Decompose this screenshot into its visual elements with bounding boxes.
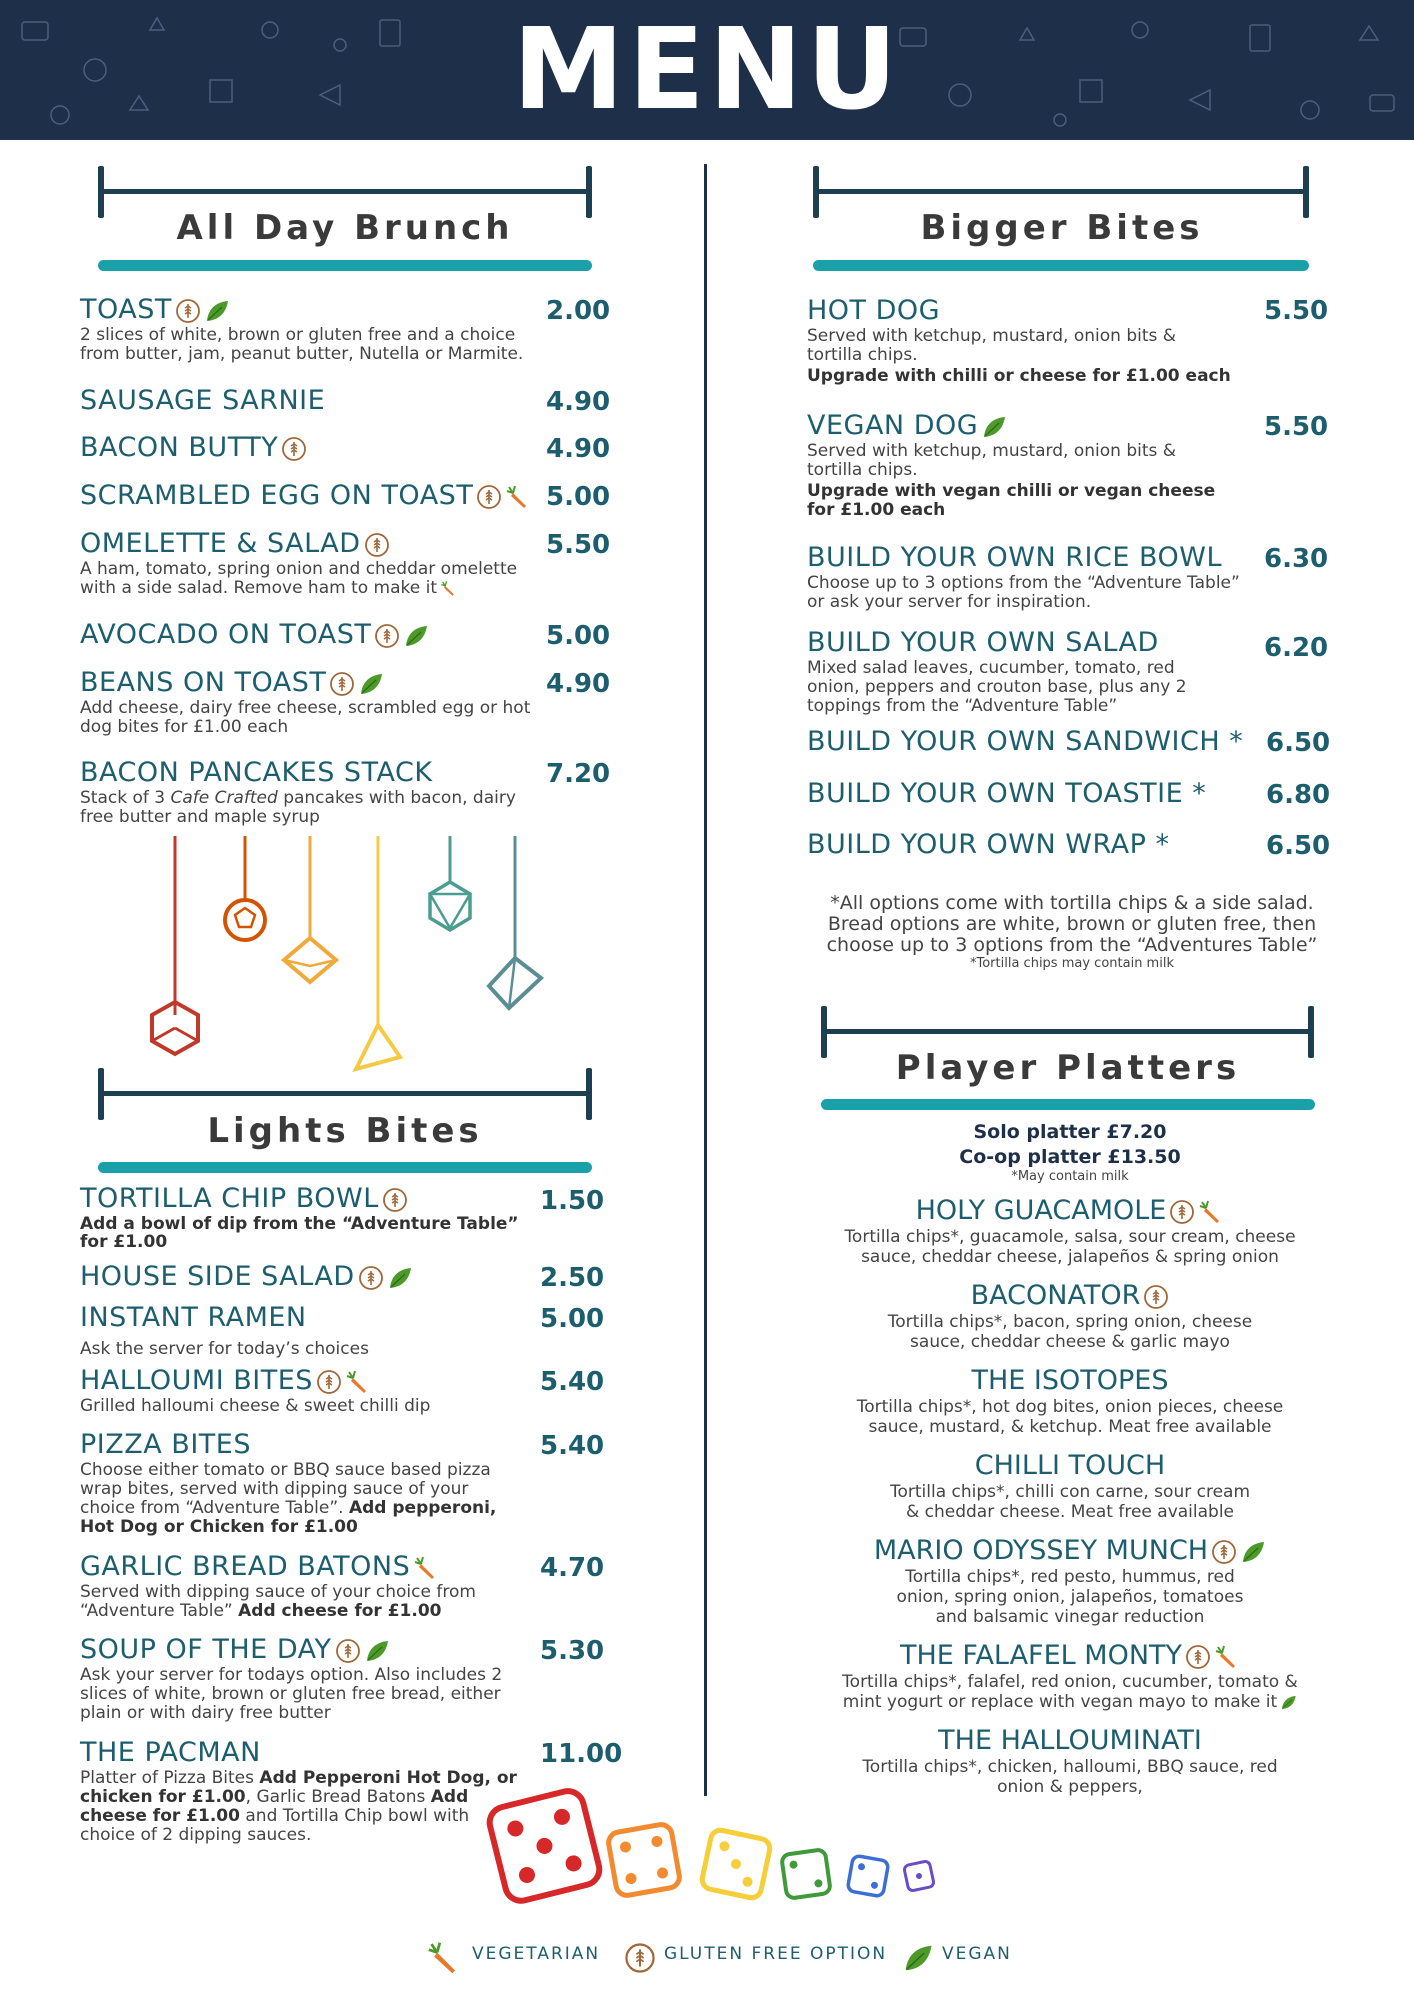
vegan-leaf-icon xyxy=(364,1638,390,1664)
menu-item-rice-bowl: BUILD YOUR OWN RICE BOWL Choose up to 3 options from the “Adventure Table” or ask your server for inspiration. xyxy=(807,542,1240,612)
gluten-free-icon xyxy=(1211,1539,1237,1565)
platter-holy-guacamole: HOLY GUACAMOLE Tortilla chips*, guacamole, salsa, sour cream, cheese sauce, cheddar cheese, jalapeños & spring onion xyxy=(844,1195,1296,1267)
tortilla-milk-note: *Tortilla chips may contain milk xyxy=(970,956,1174,971)
price: 7.20 xyxy=(546,759,611,789)
gluten-free-icon xyxy=(175,298,201,324)
gluten-free-icon xyxy=(358,1265,384,1291)
price: 6.50 xyxy=(1266,728,1331,758)
menu-item-halloumi-bites: HALLOUMI BITES Grilled halloumi cheese & sweet chilli dip xyxy=(80,1365,431,1416)
price: 6.80 xyxy=(1266,780,1331,810)
vegan-leaf-icon xyxy=(204,298,230,324)
vegetarian-carrot-icon xyxy=(413,1555,439,1581)
platter-milk-note: *May contain milk xyxy=(1011,1169,1129,1184)
gluten-free-icon xyxy=(329,671,355,697)
price: 5.40 xyxy=(540,1431,605,1461)
gluten-free-icon xyxy=(476,484,502,510)
menu-item-instant-ramen: INSTANT RAMEN Ask the server for today’s choices xyxy=(80,1302,369,1359)
vegan-leaf-icon xyxy=(358,671,384,697)
platter-chilli-touch: CHILLI TOUCH Tortilla chips*, chilli con carne, sour cream & cheddar cheese. Meat free available xyxy=(890,1450,1251,1522)
platter-the-falafel-monty: THE FALAFEL MONTY Tortilla chips*, falafel, red onion, cucumber, tomato & mint yogurt or replace with vegan mayo to make it xyxy=(842,1640,1298,1712)
price: 6.20 xyxy=(1264,633,1329,663)
menu-item-house-side-salad: HOUSE SIDE SALAD xyxy=(80,1261,540,1293)
legend-vegetarian: VEGETARIAN xyxy=(472,1944,601,1964)
platter-mario-odyssey-munch: MARIO ODYSSEY MUNCH Tortilla chips*, red pesto, hummus, red onion, spring onion, jalapeños, tomatoes and balsamic vinegar reduction xyxy=(830,1535,1310,1627)
hanging-dice-decoration xyxy=(130,830,570,1090)
price: 5.40 xyxy=(540,1367,605,1397)
gluten-free-icon xyxy=(624,1942,656,1974)
price: 4.90 xyxy=(546,387,611,417)
price: 2.50 xyxy=(540,1263,605,1293)
price: 6.30 xyxy=(1264,544,1329,574)
gluten-free-icon xyxy=(1169,1199,1195,1225)
menu-item-build-salad: BUILD YOUR OWN SALAD Mixed salad leaves, cucumber, tomato, red onion, peppers and crouton base, plus any 2 toppings from the “Adventure Table” xyxy=(807,627,1187,716)
price: 5.50 xyxy=(1264,412,1329,442)
menu-item-vegan-dog: VEGAN DOG Served with ketchup, mustard, onion bits & tortilla chips. Upgrade with vegan chilli or vegan cheese for £1.00 each xyxy=(807,410,1216,520)
menu-item-omelette: OMELETTE & SALAD A ham, tomato, spring onion and cheddar omelette with a side salad. Remove ham to make it xyxy=(80,528,518,598)
gluten-free-icon xyxy=(374,623,400,649)
price: 4.90 xyxy=(546,434,611,464)
menu-item-sausage-sarnie: SAUSAGE SARNIE xyxy=(80,385,326,416)
price: 5.50 xyxy=(546,530,611,560)
gluten-free-icon xyxy=(382,1187,408,1213)
vegetarian-carrot-icon xyxy=(1214,1644,1240,1670)
menu-item-beans-on-toast: BEANS ON TOAST Add cheese, dairy free cheese, scrambled egg or hot dog bites for £1.00 each xyxy=(80,667,531,737)
vegan-leaf-icon xyxy=(1240,1539,1266,1565)
player-platters-title: Player Platters xyxy=(895,1048,1241,1088)
light-bites-title: Lights Bites xyxy=(207,1111,483,1151)
price: 5.00 xyxy=(546,621,611,651)
platter-the-isotopes: THE ISOTOPES Tortilla chips*, hot dog bites, onion pieces, cheese sauce, mustard, & ketchup. Meat free available xyxy=(856,1365,1284,1437)
menu-item-the-pacman: THE PACMAN Platter of Pizza Bites Add Pepperoni Hot Dog, or chicken for £1.00, Garlic Bread Batons Add cheese for £1.00 and Tortilla Chip bowl with choice of 2 dipping sauces. xyxy=(80,1737,517,1845)
bigger-bites-note: *All options come with tortilla chips & a side salad. Bread options are white, brown or gluten free, then choose up to 3 options from the “Adventures Table” xyxy=(826,892,1318,956)
vegetarian-carrot-icon xyxy=(1198,1199,1224,1225)
coop-platter-price: Co-op platter £13.50 xyxy=(959,1146,1181,1168)
gluten-free-icon xyxy=(335,1638,361,1664)
vegetarian-carrot-icon xyxy=(345,1369,371,1395)
menu-item-garlic-bread-batons: GARLIC BREAD BATONS Served with dipping sauce of your choice from “Adventure Table” Add cheese for £1.00 xyxy=(80,1551,476,1621)
menu-item-hot-dog: HOT DOG Served with ketchup, mustard, onion bits & tortilla chips. Upgrade with chilli or cheese for £1.00 each xyxy=(807,295,1231,386)
gluten-free-icon xyxy=(1185,1644,1211,1670)
gluten-free-icon xyxy=(281,436,307,462)
solo-platter-price: Solo platter £7.20 xyxy=(973,1121,1167,1143)
gluten-free-icon xyxy=(1143,1284,1169,1310)
platter-baconator: BACONATOR Tortilla chips*, bacon, spring onion, cheese sauce, cheddar cheese & garlic mayo xyxy=(887,1280,1253,1352)
price: 11.00 xyxy=(540,1739,623,1769)
menu-item-tortilla-chip-bowl: TORTILLA CHIP BOWL Add a bowl of dip from the “Adventure Table” for £1.00 xyxy=(80,1183,519,1252)
menu-item-toast: TOAST 2 slices of white, brown or gluten free and a choice from butter, jam, peanut butter, Nutella or Marmite. xyxy=(80,294,524,364)
vegan-leaf-icon xyxy=(387,1265,413,1291)
price: 4.70 xyxy=(540,1553,605,1583)
vegan-leaf-icon xyxy=(981,414,1007,440)
vegetarian-carrot-icon xyxy=(440,580,457,597)
menu-banner xyxy=(0,0,1414,140)
menu-item-build-toastie: BUILD YOUR OWN TOASTIE * xyxy=(807,778,1207,809)
brunch-title: All Day Brunch xyxy=(176,208,514,248)
price: 5.30 xyxy=(540,1636,605,1666)
price: 4.90 xyxy=(546,669,611,699)
menu-item-bacon-pancakes: BACON PANCAKES STACK Stack of 3 Cafe Crafted pancakes with bacon, dairy free butter and maple syrup xyxy=(80,757,516,827)
menu-title: MENU xyxy=(512,5,902,135)
bigger-bites-title: Bigger Bites xyxy=(920,208,1204,248)
vegetarian-carrot-icon xyxy=(426,1940,462,1976)
legend-gluten-free: GLUTEN FREE OPTION xyxy=(664,1944,888,1964)
menu-item-build-sandwich: BUILD YOUR OWN SANDWICH * xyxy=(807,726,1244,757)
price: 5.00 xyxy=(540,1304,605,1334)
vegan-leaf-icon xyxy=(1280,1694,1297,1711)
menu-item-scrambled-egg: SCRAMBLED EGG ON TOAST xyxy=(80,480,540,512)
platter-the-halloumination: THE HALLOUMINATI Tortilla chips*, chicken, halloumi, BBQ sauce, red onion & peppers, xyxy=(862,1725,1278,1797)
column-divider xyxy=(704,164,707,1796)
vegan-leaf-icon xyxy=(403,623,429,649)
menu-item-pizza-bites: PIZZA BITES Choose either tomato or BBQ sauce based pizza wrap bites, served with dipping sauce of your choice from “Adventure Table”. Add pepperoni, Hot Dog or Chicken for £1.00 xyxy=(80,1429,497,1537)
menu-item-avocado: AVOCADO ON TOAST xyxy=(80,619,540,651)
price: 5.50 xyxy=(1264,296,1329,326)
vegan-leaf-icon xyxy=(902,1942,934,1974)
platter-prices xyxy=(830,1120,1310,1184)
legend-vegan: VEGAN xyxy=(942,1944,1012,1964)
gluten-free-icon xyxy=(364,532,390,558)
price: 1.50 xyxy=(540,1186,605,1216)
price: 2.00 xyxy=(546,296,611,326)
menu-item-soup-of-the-day: SOUP OF THE DAY Ask your server for todays option. Also includes 2 slices of white, brown or gluten free bread, either plain or with dairy free butter xyxy=(80,1634,503,1723)
price: 5.00 xyxy=(546,482,611,512)
price: 6.50 xyxy=(1266,831,1331,861)
menu-item-bacon-butty: BACON BUTTY xyxy=(80,432,540,464)
menu-item-build-wrap: BUILD YOUR OWN WRAP * xyxy=(807,829,1170,860)
vegetarian-carrot-icon xyxy=(505,484,531,510)
dice-row-decoration xyxy=(476,1780,956,1920)
gluten-free-icon xyxy=(316,1369,342,1395)
